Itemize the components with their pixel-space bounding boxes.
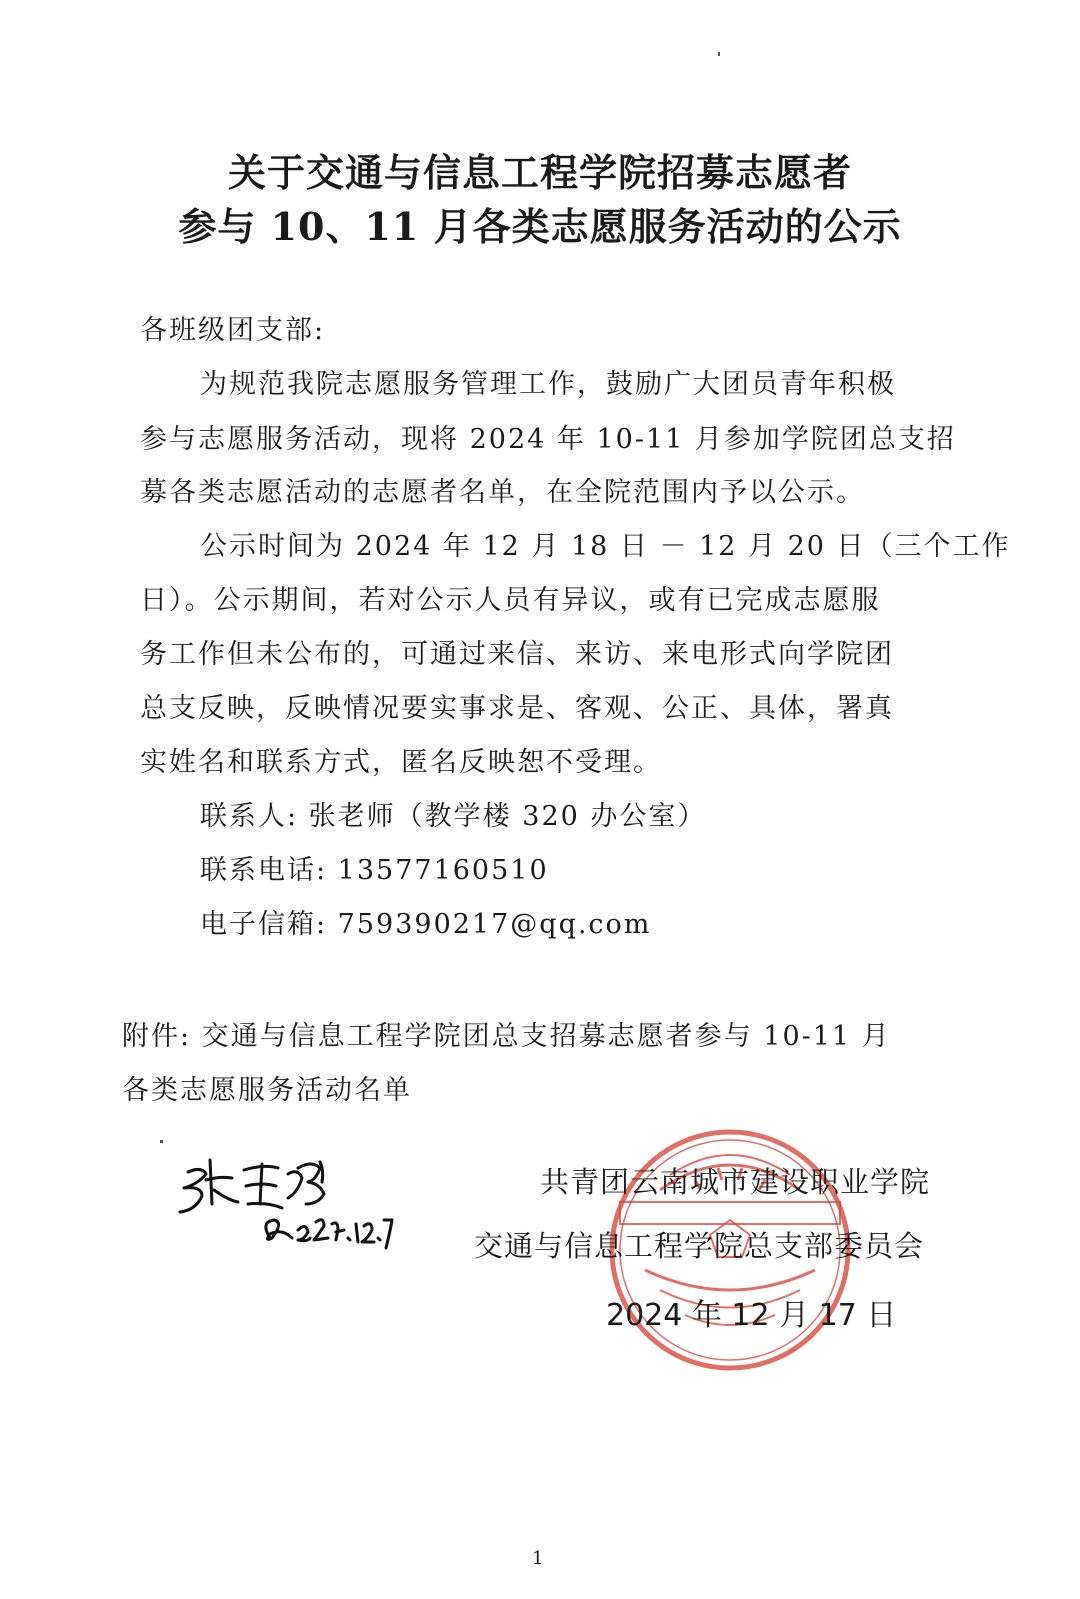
paragraph2-line5: 实姓名和联系方式，匿名反映恕不受理。: [140, 747, 662, 778]
title-line-1: 关于交通与信息工程学院招募志愿者: [227, 150, 852, 195]
paragraph2-line1: 公示时间为 2024 年 12 月 18 日 － 12 月 20 日（三个工作: [200, 531, 1011, 562]
salutation: 各班级团支部:: [140, 315, 326, 346]
issuer-line2: 交通与信息工程学院总支部委员会: [474, 1229, 925, 1263]
paragraph1-line3: 募各类志愿活动的志愿者名单，在全院范围内予以公示。: [140, 477, 865, 508]
contact-email: 电子信箱: 759390217@qq.com: [200, 909, 652, 940]
page-number: 1: [532, 1548, 544, 1569]
paragraph2-line3: 务工作但未公布的，可通过来信、来访、来电形式向学院团: [140, 639, 894, 670]
contact-phone: 联系电话: 13577160510: [200, 855, 549, 886]
paragraph2-line4: 总支反映，反映情况要实事求是、客观、公正、具体，署真: [140, 693, 894, 724]
attachment-line1: 附件: 交通与信息工程学院团总支招募志愿者参与 10-11 月: [122, 1021, 891, 1052]
issuer-line1: 共青团云南城市建设职业学院: [540, 1165, 931, 1199]
title-line-2: 参与 10、11 月各类志愿服务活动的公示: [178, 204, 902, 249]
paragraph1-line1: 为规范我院志愿服务管理工作，鼓励广大团员青年积极: [200, 369, 896, 400]
issue-date: 2024 年 12 月 17 日: [606, 1298, 897, 1333]
handwritten-signature: [170, 1150, 400, 1260]
paragraph1-line2: 参与志愿服务活动，现将 2024 年 10-11 月参加学院团总支招: [140, 424, 956, 455]
paragraph2-line2: 日）。公示期间，若对公示人员有异议，或有已完成志愿服: [140, 585, 881, 616]
contact-person: 联系人: 张老师（教学楼 320 办公室）: [200, 801, 707, 832]
attachment-line2: 各类志愿服务活动名单: [122, 1075, 412, 1106]
